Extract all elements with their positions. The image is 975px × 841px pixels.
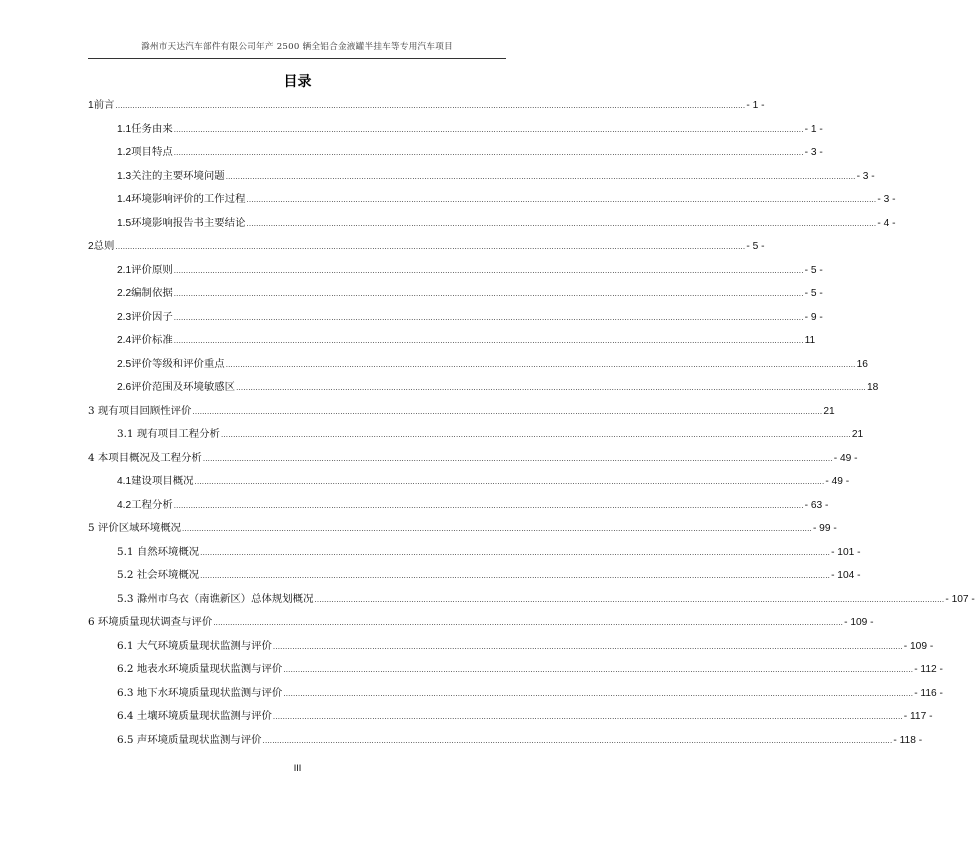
toc-entry-number: 4.1 (117, 476, 132, 487)
running-header: 滁州市天达汽车部件有限公司年产 2500 辆全铝合金液罐半挂车等专用汽车项目 (141, 42, 453, 52)
toc-dot-leader: .................................................................................................................................................................................................................................................................... (202, 453, 833, 463)
toc-entry-page: - 104 - (831, 570, 861, 581)
toc-entry-page: - 4 - (877, 217, 896, 229)
toc-entry[interactable] (117, 497, 829, 513)
toc-entry[interactable] (88, 614, 874, 630)
toc-entry[interactable] (117, 708, 933, 724)
toc-dot-leader: .................................................................................................................................................................................................................................................................... (200, 571, 831, 580)
toc-entry-title: 5.3 滁州市乌衣（南谯新区）总体规划概况 (117, 592, 314, 605)
toc-entry-page: - 5 - (804, 264, 823, 276)
toc-entry-title: 评价范围及环境敏感区 (131, 381, 236, 393)
toc-dot-leader: .................................................................................................................................................................................................................................................................... (200, 547, 831, 557)
toc-dot-leader: .................................................................................................................................................................................................................................................................... (173, 265, 804, 275)
toc-entry-page: 18 (866, 382, 879, 393)
toc-entry-title: 6 环境质量现状调查与评价 (88, 616, 213, 628)
toc-entry-title: 任务由来 (131, 122, 173, 135)
toc-entry-number: 1.5 (117, 217, 132, 229)
toc-entry-page: - 116 - (914, 687, 943, 699)
toc-entry-page: - 118 - (893, 734, 923, 746)
toc-entry-number: 1.2 (117, 147, 132, 158)
toc-entry-number: 1 (88, 100, 94, 111)
toc-entry-page: - 3 - (856, 170, 875, 182)
toc-entry[interactable] (117, 168, 875, 184)
toc-entry-title: 编制依据 (131, 287, 173, 299)
toc-entry-page: 16 (856, 358, 868, 370)
toc-dot-leader: .................................................................................................................................................................................................................................................................... (173, 289, 804, 298)
toc-dot-leader: .................................................................................................................................................................................................................................................................... (173, 336, 804, 345)
toc-entry[interactable] (117, 661, 943, 677)
toc-entry-page: - 5 - (804, 288, 823, 299)
toc-entry-title: 3 现有项目回顾性评价 (88, 404, 192, 417)
toc-entry[interactable] (117, 332, 816, 348)
toc-entry-number: 2.2 (117, 288, 132, 299)
toc-dot-leader: .................................................................................................................................................................................................................................................................... (182, 524, 812, 533)
page-number: III (293, 764, 302, 774)
toc-entry-title: 环境影响评价的工作过程 (131, 193, 246, 205)
toc-entry-title: 环境影响报告书主要结论 (131, 216, 246, 229)
header-rule (88, 58, 506, 59)
toc-entry-page: - 112 - (914, 664, 943, 675)
toc-entry-page: - 5 - (746, 241, 765, 252)
toc-dot-leader: .................................................................................................................................................................................................................................................................... (194, 477, 825, 486)
toc-entry[interactable] (117, 379, 879, 395)
toc-entry[interactable] (117, 121, 823, 137)
toc-entry-title: 5 评价区域环境概况 (88, 522, 182, 534)
toc-entry-number: 4.2 (117, 499, 132, 511)
toc-entry[interactable] (117, 426, 864, 442)
toc-entry-title: 评价原则 (131, 263, 173, 276)
toc-entry-title: 4 本项目概况及工程分析 (88, 451, 202, 464)
toc-entry-title: 6.2 地表水环境质量现状监测与评价 (117, 663, 283, 675)
toc-entry-number: 1.1 (117, 123, 132, 135)
toc-dot-leader: .................................................................................................................................................................................................................................................................... (262, 735, 893, 745)
toc-entry-title: 项目特点 (131, 146, 173, 158)
toc-dot-leader: .................................................................................................................................................................................................................................................................... (173, 124, 804, 134)
toc-entry-title: 6.5 声环境质量现状监测与评价 (117, 733, 262, 746)
toc-title: 目录 (283, 74, 312, 90)
toc-entry-title: 6.4 土壤环境质量现状监测与评价 (117, 710, 272, 722)
toc-dot-leader: .................................................................................................................................................................................................................................................................... (246, 218, 877, 228)
toc-dot-leader: .................................................................................................................................................................................................................................................................... (225, 359, 856, 369)
toc-entry-number: 2.3 (117, 311, 132, 323)
toc-dot-leader: .................................................................................................................................................................................................................................................................... (236, 383, 866, 392)
toc-dot-leader: .................................................................................................................................................................................................................................................................... (115, 101, 746, 110)
toc-entry-page: - 3 - (877, 194, 896, 205)
toc-entry-page: 21 (851, 429, 864, 440)
toc-entry-title: 5.1 自然环境概况 (117, 545, 200, 558)
toc-entry-number: 2.1 (117, 264, 132, 276)
toc-entry[interactable] (88, 97, 765, 113)
toc-entry-title: 5.2 社会环境概况 (117, 569, 200, 581)
toc-entry-page: - 1 - (746, 100, 765, 111)
toc-entry-number: 2.6 (117, 382, 132, 393)
toc-entry[interactable] (117, 144, 823, 160)
toc-entry[interactable] (117, 544, 861, 560)
toc-entry[interactable] (88, 403, 835, 419)
toc-entry-page: - 1 - (804, 123, 823, 135)
toc-entry-number: 2.5 (117, 358, 132, 370)
toc-entry[interactable] (117, 191, 896, 207)
toc-entry-page: - 99 - (812, 523, 837, 534)
toc-entry-page: - 3 - (804, 147, 823, 158)
toc-entry-page: - 63 - (804, 499, 829, 511)
toc-entry[interactable] (117, 473, 850, 489)
toc-entry-page: - 49 - (825, 476, 850, 487)
toc-entry[interactable] (117, 356, 868, 372)
toc-entry-number: 2 (88, 241, 94, 252)
toc-entry-title: 3.1 现有项目工程分析 (117, 428, 220, 440)
toc-dot-leader: .................................................................................................................................................................................................................................................................... (272, 712, 903, 721)
toc-entry-page: 21 (823, 405, 835, 417)
toc-dot-leader: .................................................................................................................................................................................................................................................................... (283, 688, 914, 698)
toc-entry-page: - 107 - (945, 593, 975, 605)
toc-entry-title: 建设项目概况 (131, 475, 194, 487)
toc-dot-leader: .................................................................................................................................................................................................................................................................... (173, 148, 804, 157)
toc-entry-page: - 117 - (903, 711, 933, 722)
toc-entry-title: 工程分析 (131, 498, 173, 511)
toc-dot-leader: .................................................................................................................................................................................................................................................................... (213, 618, 844, 627)
toc-entry[interactable] (88, 450, 858, 466)
toc-entry[interactable] (117, 262, 823, 278)
toc-dot-leader: .................................................................................................................................................................................................................................................................... (314, 594, 945, 604)
toc-entry-title: 评价标准 (131, 334, 173, 346)
toc-entry[interactable] (117, 732, 923, 748)
toc-entry[interactable] (88, 238, 765, 254)
toc-entry-page: 11 (804, 335, 816, 346)
toc-dot-leader: .................................................................................................................................................................................................................................................................... (283, 665, 914, 674)
toc-entry[interactable] (88, 520, 837, 536)
toc-entry-title: 总则 (93, 240, 115, 252)
toc-entry-title: 6.1 大气环境质量现状监测与评价 (117, 639, 272, 652)
toc-entry-title: 评价等级和评价重点 (131, 357, 225, 370)
toc-entry-page: - 101 - (831, 546, 861, 558)
toc-entry-number: 1.4 (117, 194, 132, 205)
toc-entry-page: - 109 - (844, 617, 874, 628)
toc-entry[interactable] (117, 685, 943, 701)
toc-entry-page: - 9 - (804, 311, 823, 323)
toc-dot-leader: .................................................................................................................................................................................................................................................................... (192, 406, 823, 416)
toc-entry[interactable] (117, 285, 823, 301)
toc-entry-title: 前言 (93, 99, 115, 111)
toc-dot-leader: .................................................................................................................................................................................................................................................................... (173, 312, 804, 322)
toc-entry-number: 2.4 (117, 335, 132, 346)
toc-entry[interactable] (117, 591, 975, 607)
toc-entry[interactable] (117, 215, 896, 231)
toc-entry[interactable] (117, 638, 934, 654)
toc-entry-title: 评价因子 (131, 310, 173, 323)
toc-entry-number: 1.3 (117, 170, 132, 182)
toc-entry-page: - 109 - (903, 640, 934, 652)
toc-dot-leader: .................................................................................................................................................................................................................................................................... (173, 500, 804, 510)
toc-entry-page: - 49 - (833, 452, 858, 464)
toc-dot-leader: .................................................................................................................................................................................................................................................................... (115, 242, 746, 251)
toc-entry-title: 关注的主要环境问题 (131, 169, 225, 182)
toc-dot-leader: .................................................................................................................................................................................................................................................................... (220, 430, 851, 439)
toc-dot-leader: .................................................................................................................................................................................................................................................................... (272, 641, 903, 651)
toc-entry[interactable] (117, 567, 861, 583)
toc-dot-leader: .................................................................................................................................................................................................................................................................... (246, 195, 877, 204)
toc-entry[interactable] (117, 309, 823, 325)
toc-dot-leader: .................................................................................................................................................................................................................................................................... (225, 171, 856, 181)
toc-entry-title: 6.3 地下水环境质量现状监测与评价 (117, 686, 283, 699)
